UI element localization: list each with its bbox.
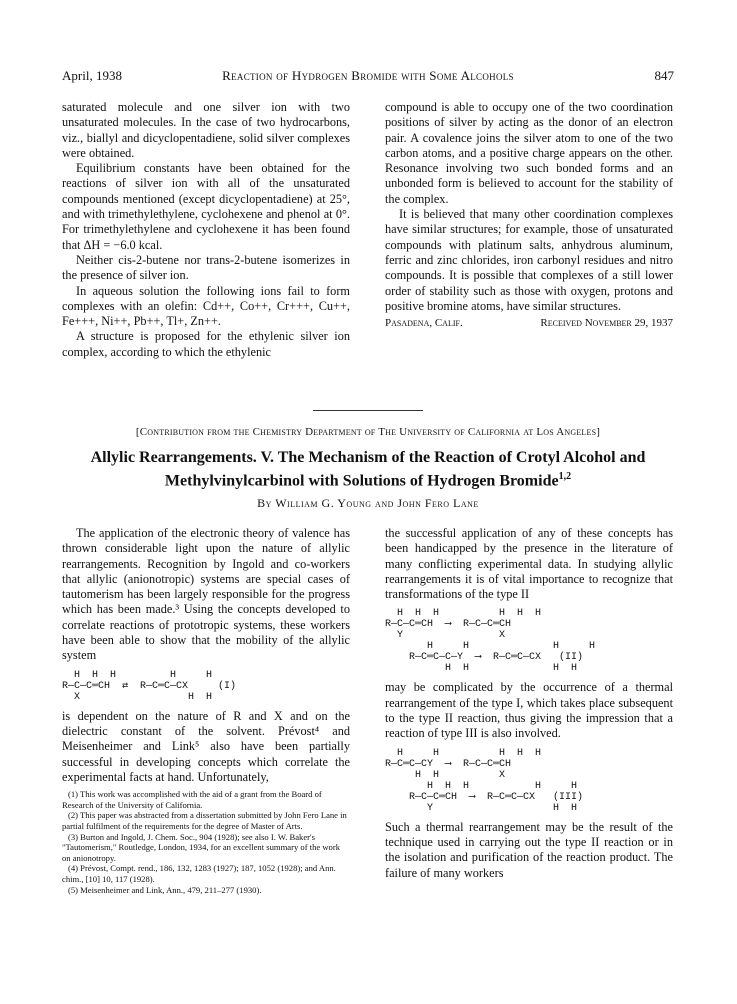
signoff-received: Received November 29, 1937 xyxy=(540,317,673,330)
paragraph: saturated molecule and one silver ion with two unsaturated molecules. In the case of two hydrocarbons, viz., biallyl and dicyclopentadiene, solid silver complexes were obtained. xyxy=(62,100,350,160)
contribution-line: [Contribution from the Chemistry Department of The University of California at Los Angeles] xyxy=(135,426,601,438)
top-right-column xyxy=(385,100,673,331)
body-left-column xyxy=(62,526,350,895)
article-title xyxy=(62,448,674,490)
formula-type-III: H H H H H R—C═C—CY ⟶ R—C—C═CH H H X H H H H H R—C—C═CH ⟶ R—C═C—CX (III) Y H H xyxy=(385,747,584,814)
title-line-1: Allylic Rearrangements. V. The Mechanism of the Reaction of Crotyl Alcohol and xyxy=(90,449,646,466)
header-date: April, 1938 xyxy=(62,68,122,83)
paragraph: A structure is proposed for the ethylenic silver ion complex, according to which the ethylenic xyxy=(62,329,350,359)
header-page-number: 847 xyxy=(654,68,674,83)
paragraph: the successful application of any of these concepts has been handicapped by the presence in the literature of many conflicting experimental data. In studying allylic rearrangements it is of vital importance to recognize that transformations of the type II xyxy=(385,526,673,602)
paragraph: may be complicated by the occurrence of a thermal rearrangement of the type I, which takes place subsequent to the type II reaction, thus giving the impression that a reaction of type III is also involved. xyxy=(385,680,673,741)
top-left-column xyxy=(62,100,350,360)
header-running-title: Reaction of Hydrogen Bromide with Some Alcohols xyxy=(222,68,514,83)
paragraph: It is believed that many other coordination complexes have similar structures; for example, those of unsaturated compounds with platinum salts, anhydrous aluminum, ferric and zinc chlorides, iron carbonyl residues and nitro compounds. It is possible that complexes of a still lower order of stability such as those with oxygen, protons and positive bromine atoms, have similar structures. xyxy=(385,207,673,313)
footnote: (4) Prévost, Compt. rend., 186, 132, 1283 (1927); 187, 1052 (1928); and Ann. chim., [10] 10, 117 (1928). xyxy=(62,863,336,884)
title-line-2 xyxy=(62,467,674,490)
signoff xyxy=(385,316,673,331)
running-header xyxy=(62,68,674,86)
footnotes xyxy=(62,789,350,895)
footnote: (2) This paper was abstracted from a dissertation submitted by John Fero Lane in partial fulfilment of the requirements for the degree of Master of Arts. xyxy=(62,810,347,831)
paragraph: Such a thermal rearrangement may be the result of the technique used in carrying out the type II reaction or in the isolation and purification of the reaction product. The failure of many workers xyxy=(385,819,673,880)
section-divider xyxy=(313,410,423,411)
byline: By William G. Young and John Fero Lane xyxy=(257,496,479,510)
signoff-place: Pasadena, Calif. xyxy=(385,317,463,330)
paragraph: Equilibrium constants have been obtained for the reactions of silver ion with all of the unsaturated compounds mentioned (except dicyclopentadiene) at 25°, and with trimethylethylene, cyclohexene and phenol at 0°. For trimethylethylene and cyclohexene it has been found that ΔH = −6.0 kcal. xyxy=(62,161,350,252)
paragraph: compound is able to occupy one of the two coordination positions of silver by acting as the donor of an electron pair. A covalence joins the silver atom to one of the two carbon atoms, and a positive charge appears on the other. Resonance involving two such bonded forms and an unbonded form is believed to account for the stability of the complex. xyxy=(385,100,673,206)
paragraph: The application of the electronic theory of valence has thrown considerable light upon the nature of allylic rearrangements. Recognition by Ingold and co-workers that allylic (anionotropic) systems are special cases of tautomerism has been largely responsible for the progress which has been made.³ Using the concepts developed to correlate reactions of prototropic systems, these workers have been able to show that the mobility of the allylic system xyxy=(62,526,350,663)
body-right-column xyxy=(385,526,673,881)
paragraph: In aqueous solution the following ions fail to form complexes with an olefin: Cd++, Co++, Cr+++, Cu++, Fe+++, Ni++, Pb++, Tl+, Zn++. xyxy=(62,283,350,329)
footnote: (5) Meisenheimer and Link, Ann., 479, 211–277 (1930). xyxy=(68,884,262,895)
footnote: (3) Burton and Ingold, J. Chem. Soc., 904 (1928); see also I. W. Baker's "Tautomerism," Routledge, London, 1934, for an excellent summary of the work on anionotropy. xyxy=(62,831,341,863)
formula-type-I: H H H H H R—C—C═CH ⇄ R—C═C—CX (I) X H H xyxy=(62,669,237,703)
formula-type-II: H H H H H H R—C—C═CH ⟶ R—C—C═CH Y X H H H H R—C═C—C—Y ⟶ R—C═C—CX (II) H H H H xyxy=(385,608,596,675)
footnote: (1) This work was accomplished with the aid of a grant from the Board of Research of the University of California. xyxy=(62,789,322,810)
paragraph: is dependent on the nature of R and X and on the dielectric constant of the solvent. Prévost⁴ and Meisenheimer and Link⁵ also have been partially successful in developing concepts which correlate the experimental facts at hand. Unfortunately, xyxy=(62,708,350,784)
paragraph: Neither cis-2-butene nor trans-2-butene isomerizes in the presence of silver ion. xyxy=(62,252,350,283)
title-footnote-marks: 1,2 xyxy=(558,471,572,482)
title-line-2-text: Methylvinylcarbinol with Solutions of Hydrogen Bromide xyxy=(164,472,559,490)
